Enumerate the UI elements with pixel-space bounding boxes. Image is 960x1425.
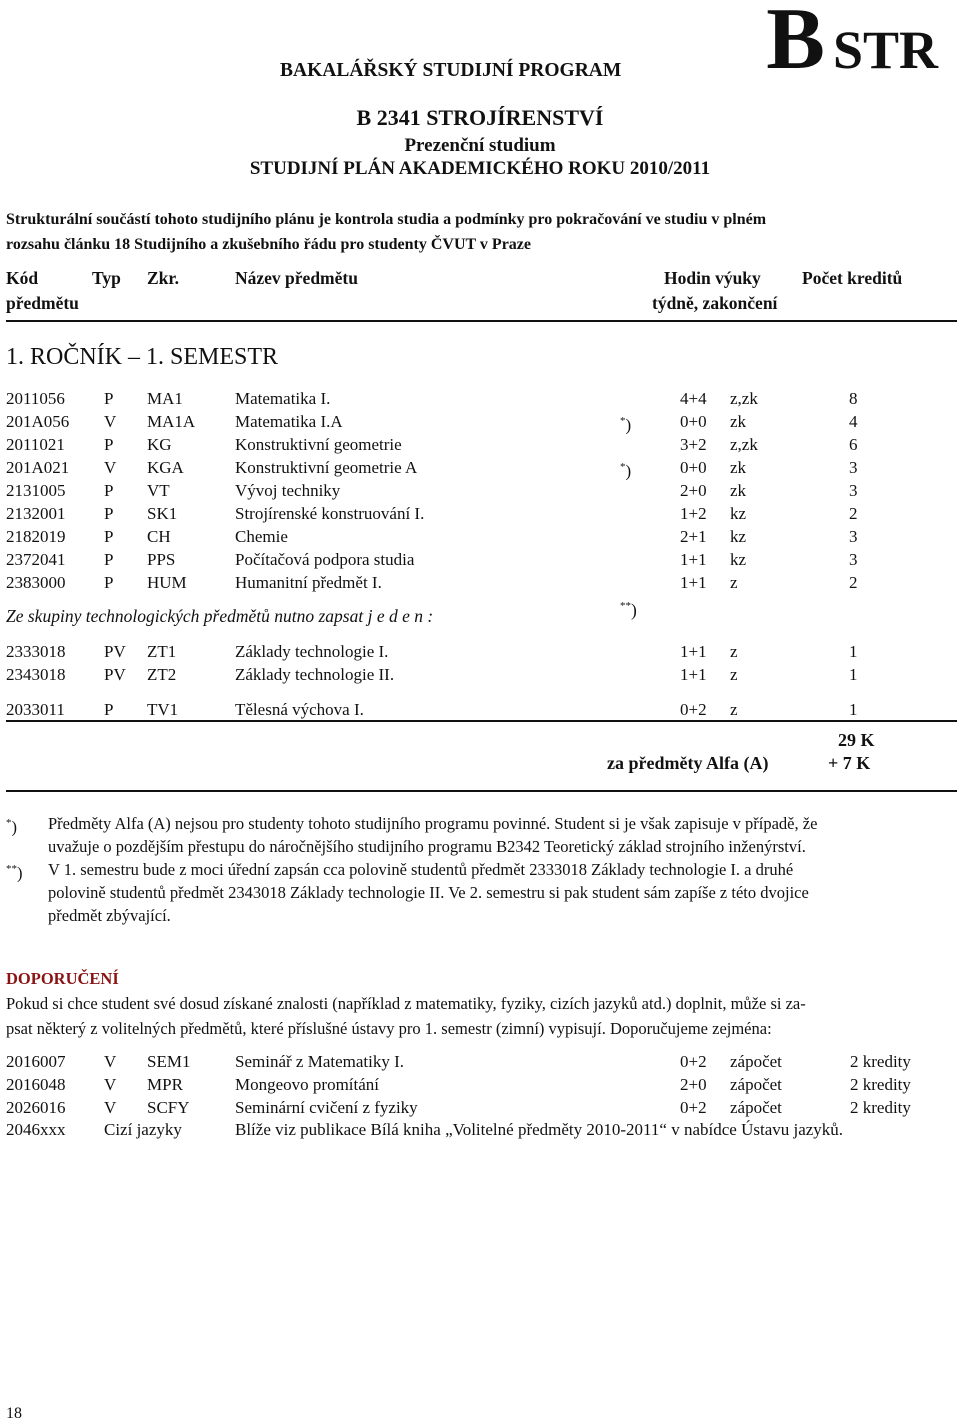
course-completion: z — [730, 642, 738, 661]
course-hours: 0+0 — [680, 458, 707, 477]
group-mark: ** — [620, 600, 631, 613]
note-line: uvažuje o pozdějším přestupu do náročnějšího studijního programu B2342 Teoretický základ strojního inženýrství. — [48, 837, 806, 856]
note-mark: **) — [6, 863, 23, 883]
course-hours: 3+2 — [680, 435, 707, 454]
course-abbr: MA1 — [147, 389, 183, 408]
note-line: předmět zbývající. — [48, 906, 171, 925]
course-credits: 1 — [849, 700, 858, 719]
course-type: V — [104, 1098, 117, 1117]
table-row — [0, 456, 960, 479]
col-nazev: Název předmětu — [235, 268, 358, 288]
course-credits: 1 — [849, 665, 858, 684]
alfa-credits: + 7 K — [828, 753, 871, 773]
lang-text: Blíže viz publikace Bílá kniha „Volitelné předměty 2010-2011“ v nabídce Ústavu jazyků. — [235, 1120, 844, 1139]
course-type: V — [104, 1075, 117, 1094]
course-name: Mongeovo promítání — [235, 1075, 380, 1094]
course-credits: 4 — [849, 412, 858, 431]
course-hours: 1+1 — [680, 665, 707, 684]
lang-type: Cizí jazyky — [104, 1120, 182, 1139]
course-abbr: ZT1 — [147, 642, 177, 661]
course-code: 2372041 — [6, 550, 66, 569]
col-kod — [6, 266, 79, 316]
course-hours: 0+2 — [680, 1052, 707, 1071]
course-name: Konstruktivní geometrie — [235, 435, 402, 454]
course-code: 2026016 — [6, 1098, 66, 1117]
alfa-mark-sup: * — [620, 461, 626, 473]
course-type: P — [104, 389, 114, 408]
course-completion: z,zk — [730, 435, 758, 454]
course-name: Seminární cvičení z fyziky — [235, 1098, 418, 1117]
course-abbr: PPS — [147, 550, 176, 569]
course-type: P — [104, 700, 114, 719]
col-hodin-label: Hodin výuky — [664, 268, 761, 288]
program-title: B 2341 STROJÍRENSTVÍ — [356, 105, 604, 130]
course-code: 201A021 — [6, 458, 70, 477]
table-row — [0, 663, 960, 686]
course-type: P — [104, 550, 114, 569]
course-completion: zápočet — [730, 1075, 782, 1094]
header-divider — [6, 320, 957, 322]
recommend-text — [6, 991, 956, 1041]
note-line: V 1. semestru bude z moci úřední zapsán cca polovině studentů předmět 2333018 Základy technologie I. a druhé — [48, 860, 794, 879]
course-completion: kz — [730, 550, 747, 569]
alfa-mark: *) — [620, 461, 632, 481]
course-completion: zápočet — [730, 1098, 782, 1117]
course-completion: zápočet — [730, 1052, 782, 1071]
course-completion: z — [730, 665, 738, 684]
course-abbr: MA1A — [147, 412, 196, 431]
col-kod-label2: předmětu — [6, 293, 79, 313]
course-hours: 1+1 — [680, 550, 707, 569]
course-type: PV — [104, 642, 126, 661]
plan-title: STUDIJNÍ PLÁN AKADEMICKÉHO ROKU 2010/2011 — [249, 158, 711, 179]
faculty-logo — [766, 0, 938, 88]
note-mark: *) — [6, 817, 17, 837]
course-completion: zk — [730, 458, 747, 477]
alfa-label: za předměty Alfa (A) — [607, 753, 769, 773]
course-completion: kz — [730, 527, 747, 546]
intro-text — [6, 207, 956, 257]
course-name: Chemie — [235, 527, 288, 546]
note-mark-sup: ** — [6, 863, 17, 875]
alfa-mark: *) — [620, 415, 632, 435]
course-hours: 1+1 — [680, 642, 707, 661]
recommend-line: psat některý z volitelných předmětů, které příslušné ústavy pro 1. semestr (zimní) vypisují. Doporučujeme zejména: — [6, 1019, 772, 1038]
program-label: BAKALÁŘSKÝ STUDIJNÍ PROGRAM — [280, 60, 622, 81]
course-code: 2333018 — [6, 642, 66, 661]
col-zkr: Zkr. — [147, 268, 179, 288]
course-completion: z — [730, 700, 738, 719]
course-completion: kz — [730, 504, 747, 523]
course-code: 201A056 — [6, 412, 70, 431]
course-abbr: KGA — [147, 458, 184, 477]
course-name: Základy technologie I. — [235, 642, 389, 661]
course-abbr: HUM — [147, 573, 187, 592]
course-completion: z,zk — [730, 389, 758, 408]
table-row — [0, 571, 960, 594]
course-code: 2016007 — [6, 1052, 66, 1071]
course-completion: zk — [730, 412, 747, 431]
course-abbr: MPR — [147, 1075, 183, 1094]
course-abbr: KG — [147, 435, 172, 454]
course-type: V — [104, 412, 117, 431]
course-name: Vývoj techniky — [235, 481, 341, 500]
course-hours: 2+0 — [680, 481, 707, 500]
course-name: Humanitní předmět I. — [235, 573, 382, 592]
note-star1 — [6, 812, 956, 858]
course-type: P — [104, 435, 114, 454]
group-label: Ze skupiny technologických předmětů nutno zapsat j e d e n : — [6, 606, 434, 626]
course-type: P — [104, 481, 114, 500]
course-completion: zk — [730, 481, 747, 500]
program-subtitle: Prezenční studium — [404, 135, 556, 156]
course-credits: 3 — [849, 458, 858, 477]
course-abbr: SCFY — [147, 1098, 190, 1117]
course-code: 2033011 — [6, 700, 65, 719]
course-abbr: CH — [147, 527, 171, 546]
table-row — [0, 410, 960, 433]
alfa-mark-sup: * — [620, 415, 626, 427]
course-type: V — [104, 1052, 117, 1071]
course-type: P — [104, 504, 114, 523]
group-note: **) — [620, 600, 637, 620]
table-row — [0, 1050, 960, 1073]
course-hours: 2+1 — [680, 527, 707, 546]
table-row — [0, 640, 960, 663]
semester-title: 1. ROČNÍK – 1. SEMESTR — [6, 344, 279, 370]
total-credits: 29 K — [838, 730, 875, 750]
course-code: 2131005 — [6, 481, 66, 500]
table-row — [0, 698, 960, 721]
course-credits: 2 kredity — [850, 1098, 911, 1117]
course-code: 2383000 — [6, 573, 66, 592]
course-abbr: VT — [147, 481, 170, 500]
col-hodin — [652, 266, 788, 316]
course-type: PV — [104, 665, 126, 684]
course-hours: 1+2 — [680, 504, 707, 523]
course-code: 2011021 — [6, 435, 65, 454]
course-credits: 2 kredity — [850, 1075, 911, 1094]
course-name: Strojírenské konstruování I. — [235, 504, 425, 523]
col-hodin-label2: týdně, zakončení — [652, 293, 778, 313]
logo-text: STR — [832, 20, 938, 80]
table-row — [0, 479, 960, 502]
course-abbr: SK1 — [147, 504, 178, 523]
course-type: P — [104, 527, 114, 546]
intro-line: rozsahu článku 18 Studijního a zkušebního řádu pro studenty ČVUT v Praze — [6, 236, 531, 253]
course-code: 2011056 — [6, 389, 65, 408]
table-row — [0, 387, 960, 410]
table-bottom-divider — [6, 720, 957, 722]
course-code: 2016048 — [6, 1075, 66, 1094]
course-name: Tělesná výchova I. — [235, 700, 364, 719]
note-line: Předměty Alfa (A) nejsou pro studenty tohoto studijního programu povinné. Student si je však zapisuje v případě, že — [48, 814, 818, 833]
table-row — [0, 1073, 960, 1096]
course-code: 2343018 — [6, 665, 66, 684]
course-name: Základy technologie II. — [235, 665, 395, 684]
recommend-line: Pokud si chce student své dosud získané znalosti (například z matematiky, fyziky, cizích jazyků atd.) doplnit, může si za- — [6, 994, 806, 1013]
lang-code: 2046xxx — [6, 1120, 66, 1139]
table-row — [0, 433, 960, 456]
course-type: P — [104, 573, 114, 592]
course-code: 2182019 — [6, 527, 66, 546]
course-credits: 6 — [849, 435, 858, 454]
course-completion: z — [730, 573, 738, 592]
table-row — [0, 548, 960, 571]
course-credits: 3 — [849, 527, 858, 546]
note-mark-sup: * — [6, 817, 12, 829]
course-name: Seminář z Matematiky I. — [235, 1052, 405, 1071]
logo-letter: B — [766, 0, 825, 88]
recommend-title: DOPORUČENÍ — [6, 969, 119, 988]
course-abbr: TV1 — [147, 700, 179, 719]
note-line: polovině studentů předmět 2343018 Základy technologie II. Ve 2. semestru si pak student sám zapíše z této dvojice — [48, 883, 809, 902]
note-star2 — [6, 858, 956, 927]
course-hours: 2+0 — [680, 1075, 707, 1094]
table-row — [0, 1096, 960, 1119]
intro-line: Strukturální součástí tohoto studijního plánu je kontrola studia a podmínky pro pokračování ve studiu v plném — [6, 211, 767, 228]
course-credits: 2 kredity — [850, 1052, 911, 1071]
course-name: Matematika I. — [235, 389, 331, 408]
course-abbr: SEM1 — [147, 1052, 191, 1071]
table-row — [0, 525, 960, 548]
course-name: Počítačová podpora studia — [235, 550, 415, 569]
course-credits: 3 — [849, 550, 858, 569]
course-hours: 0+2 — [680, 700, 707, 719]
course-hours: 1+1 — [680, 573, 707, 592]
course-hours: 0+0 — [680, 412, 707, 431]
table-row — [0, 502, 960, 525]
course-type: V — [104, 458, 117, 477]
course-credits: 1 — [849, 642, 858, 661]
course-credits: 3 — [849, 481, 858, 500]
course-credits: 2 — [849, 504, 858, 523]
course-hours: 4+4 — [680, 389, 707, 408]
course-credits: 2 — [849, 573, 858, 592]
course-name: Matematika I.A — [235, 412, 343, 431]
totals-divider — [6, 790, 957, 792]
language-row — [0, 1118, 960, 1141]
col-kredity: Počet kreditů — [802, 268, 903, 288]
col-kod-label: Kód — [6, 268, 39, 288]
course-name: Konstruktivní geometrie A — [235, 458, 418, 477]
course-hours: 0+2 — [680, 1098, 707, 1117]
col-typ: Typ — [92, 268, 121, 288]
course-code: 2132001 — [6, 504, 66, 523]
course-abbr: ZT2 — [147, 665, 177, 684]
course-credits: 8 — [849, 389, 858, 408]
page-number: 18 — [6, 1405, 22, 1422]
